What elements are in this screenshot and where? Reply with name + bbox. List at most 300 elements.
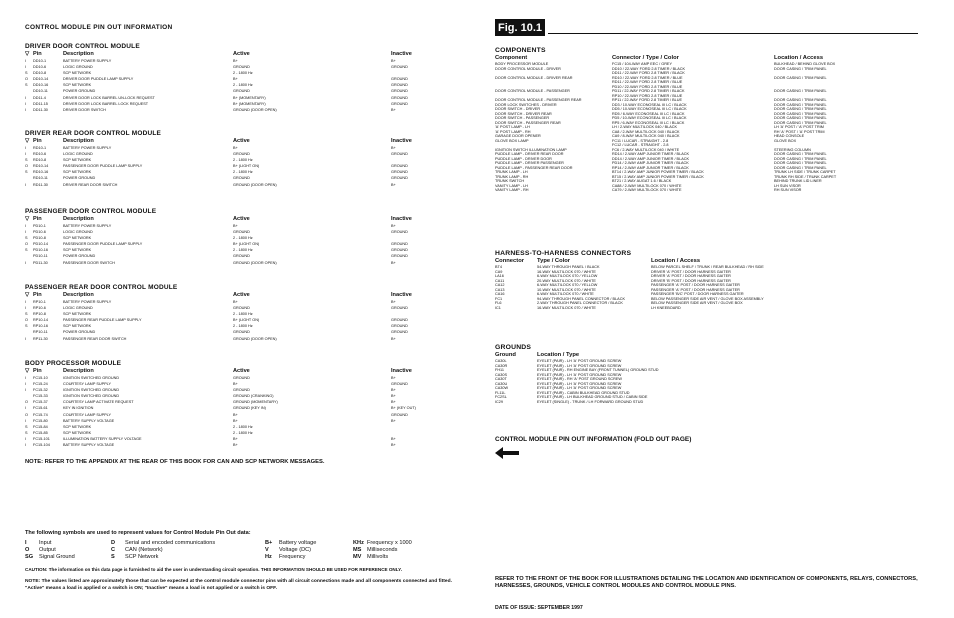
pin-id: FC15-74: [33, 412, 48, 417]
inactive-value: GROUND: [391, 248, 408, 253]
pin-id: RP10-8: [33, 312, 46, 317]
io-symbol: I: [25, 65, 27, 70]
components-header-row: [495, 54, 925, 62]
connector-type: RD14 / 2-WAY AMP JUNIOR TIMER / BLACK: [612, 152, 690, 156]
page-header: CONTROL MODULE PIN OUT INFORMATION: [25, 24, 173, 31]
pin-description: BATTERY POWER SUPPLY: [63, 146, 112, 150]
active-value: 2 - 1800 Hz: [233, 424, 253, 429]
connector-type: CA9 / 8-WAY MULTILOCK 040 / BLACK: [612, 134, 680, 138]
inactive-value: B+: [391, 224, 396, 228]
legend-meaning: Frequency x 1000: [367, 540, 412, 546]
pin-header: Pin: [33, 292, 42, 298]
legend-entry: [265, 547, 353, 554]
pin-id: DD11-4: [33, 95, 46, 100]
pin-description: SCP NETWORK: [63, 312, 92, 317]
legend-meaning: CAN (Network): [125, 547, 163, 553]
io-symbol: I: [25, 146, 27, 150]
pin-description: SCP NETWORK: [63, 170, 92, 175]
table-row: [25, 182, 465, 188]
inactive-value: GROUND: [391, 318, 408, 323]
inactive-value: GROUND: [391, 230, 408, 235]
legend-symbol: SG: [25, 554, 34, 560]
component-name: PUDDLE LAMP - PASSENGER REAR DOOR: [495, 165, 573, 170]
component-name: DOOR SWITCH - DRIVER REAR: [495, 111, 552, 116]
ground-id: FC2SL: [495, 395, 507, 399]
inactive-value: B+: [391, 59, 396, 63]
connector-type: 6-WAY MULTILOCK 070 / YELLOW: [537, 283, 598, 287]
legend-symbol: D: [111, 540, 116, 546]
legend-entry: [353, 547, 465, 554]
ground-location: EYELET (PAIR) - LH BULKHEAD GROUND STUD / CABIN SIDE: [537, 395, 648, 399]
pin-id: RP10-1: [33, 300, 46, 304]
active-value: B+: [233, 300, 238, 304]
io-symbol: I: [25, 388, 27, 393]
components-col-connector: Connector / Type / Color: [612, 55, 679, 61]
inactive-value: GROUND: [391, 412, 408, 417]
left-arrow-icon[interactable]: [495, 446, 519, 464]
pin-id: RD10-14: [33, 164, 49, 169]
component-name: VANITY LAMP - LH: [495, 183, 528, 188]
description-header: Description: [63, 138, 94, 144]
io-symbol: S: [25, 158, 28, 163]
active-value: GROUND: [233, 65, 250, 70]
connector-type: CA8 / 2-WAY MULTILOCK 040 / BLACK: [612, 129, 680, 134]
io-symbol: I: [25, 230, 27, 235]
active-value: GROUND: [233, 230, 250, 235]
connector-type: 16-WAY MULTILOCK 070 / WHITE: [537, 305, 596, 310]
component-location: GLOVE BOX: [774, 138, 797, 143]
components-table-body: [495, 62, 925, 193]
pin-id: RD10-16: [33, 170, 49, 175]
grounds-header-row: [495, 351, 925, 359]
module-section: [25, 130, 465, 188]
legend-entry: [25, 554, 111, 561]
io-symbol: I: [25, 436, 27, 441]
component-name: BODY PROCESSOR MODULE: [495, 62, 549, 66]
pin-id: DD11-15: [33, 101, 48, 106]
inactive-header: Inactive: [391, 138, 412, 144]
module-section: [25, 360, 465, 448]
grounds-col-location: Location / Type: [537, 352, 580, 358]
pin-description: LOGIC GROUND: [63, 230, 93, 235]
active-value: 2 - 1800 Hz: [233, 312, 253, 317]
active-value: GROUND (DOOR OPEN): [233, 260, 277, 265]
description-header: Description: [63, 51, 94, 57]
fold-out-title: CONTROL MODULE PIN OUT INFORMATION (FOLD OUT PAGE): [495, 436, 692, 443]
active-value: GROUND: [233, 376, 250, 380]
ground-location: EYELET (PAIR) - LH 'A' POST GROUND SCREW: [537, 359, 622, 363]
io-symbol: S: [25, 236, 28, 241]
pin-description: KEY IN IGNITION: [63, 406, 94, 411]
pin-id: RP10-14: [33, 318, 48, 323]
active-value: GROUND (CRANKING): [233, 394, 274, 399]
inactive-value: GROUND: [391, 382, 408, 387]
pin-id: RD10-1: [33, 146, 47, 150]
pin-id: DD10-8: [33, 71, 47, 76]
legend-entry: [111, 540, 265, 547]
active-value: B+: [233, 436, 238, 441]
legend-entry: [353, 540, 465, 547]
active-value: GROUND: [233, 306, 250, 311]
io-symbol: S: [25, 71, 28, 76]
connector-type: 6-WAY MULTILOCK 070 / YELLOW: [537, 274, 598, 278]
pin-id: FC15-61: [33, 406, 48, 411]
legend-meaning: Millivolts: [367, 554, 389, 560]
pin-description: LOGIC GROUND: [63, 306, 93, 311]
connector-location: BELOW PARCEL SHELF / TRUNK / REAR BULKHEAD / RH SIDE: [651, 265, 764, 269]
pin-symbol-header: ▽: [25, 292, 30, 298]
connector-type: CA79 / 2-WAY MULTILOCK 070 / WHITE: [612, 188, 682, 192]
pin-header: Pin: [33, 216, 42, 222]
component-location: TRUNK LH SIDE / TRUNK CARPET: [774, 170, 836, 174]
pin-description: LOGIC GROUND: [63, 65, 93, 70]
component-location: DOOR CASING / TRIM PANEL: [774, 107, 827, 111]
active-value: B+ (MOMENTARY): [233, 95, 266, 100]
legend-symbol: B+: [265, 540, 273, 546]
ground-id: FH11: [495, 368, 505, 372]
active-value: GROUND: [233, 254, 250, 259]
active-value: B+: [233, 382, 238, 387]
active-value: 2 - 1800 Hz: [233, 170, 253, 175]
inactive-value: GROUND: [391, 101, 408, 106]
pin-description: IGNITION SWITCHED GROUND: [63, 388, 120, 393]
inactive-value: GROUND: [391, 242, 408, 247]
connector-type: RD10 / 22-WAY FORD 2.8 TIMER / BLUE: [612, 75, 683, 80]
inactive-value: B+: [391, 400, 396, 405]
legend-intro: The following symbols are used to represent values for Control Module Pin Out data:: [25, 530, 251, 536]
inactive-value: B+: [391, 336, 396, 341]
harness-section: [495, 250, 925, 310]
component-name: PUDDLE LAMP - DRIVER REAR DOOR: [495, 152, 564, 156]
pin-id: PD10-1: [33, 224, 46, 228]
connector-type: DD11 / 22-WAY FORD 2.8 TIMER / BLACK: [612, 71, 685, 75]
pin-id: FC15-33: [33, 394, 48, 399]
inactive-value: GROUND: [391, 83, 408, 88]
connector-location: BELOW PASSENGER SIDE AIR VENT / GLOVE BOX ASSEMBLY: [651, 296, 764, 301]
inactive-value: B+: [391, 394, 396, 399]
io-symbol: I: [25, 260, 27, 265]
io-symbol: O: [25, 400, 28, 405]
components-title: COMPONENTS: [495, 47, 546, 54]
connector-id: BT4: [495, 265, 502, 269]
pin-description: ILLUMINATION BATTERY SUPPLY VOLTAGE: [63, 436, 142, 441]
legend-row: [25, 540, 465, 547]
inactive-value: GROUND: [391, 77, 408, 82]
connector-type: 6-WAY MULTILOCK 070 / WHITE: [537, 292, 594, 296]
pin-description: PASSENGER DOOR PUDDLE LAMP SUPPLY: [63, 242, 143, 247]
io-symbol: O: [25, 77, 28, 82]
module-title: DRIVER DOOR CONTROL MODULE: [25, 43, 140, 50]
inactive-header: Inactive: [391, 216, 412, 222]
pin-id: FC15-101: [33, 436, 50, 441]
connector-id: FC1: [495, 296, 503, 301]
component-location: BULKHEAD / BEHIND GLOVE BOX: [774, 62, 836, 66]
active-value: 2 - 1800 Hz: [233, 158, 253, 163]
connector-location: DRIVER 'A' POST / DOOR HARNESS GAITER: [651, 274, 731, 278]
active-value: GROUND (KEY IN): [233, 406, 266, 411]
connector-id: CA9: [495, 269, 503, 274]
active-value: 2 - 1800 Hz: [233, 71, 253, 76]
component-name: VANITY LAMP - RH: [495, 188, 529, 192]
connector-type: 20-WAY MULTILOCK 070 / WHITE: [537, 278, 596, 283]
component-location: LH 'A' POST / 'A' POST TRIM: [774, 125, 824, 129]
inactive-value: B+: [391, 107, 396, 112]
pin-header: Pin: [33, 368, 42, 374]
inactive-header: Inactive: [391, 51, 412, 57]
pin-description: BATTERY SUPPLY VOLTAGE: [63, 443, 115, 448]
ground-id: IC29: [495, 399, 504, 404]
component-location: DOOR CASING / TRIM PANEL: [774, 156, 827, 161]
pin-id: RD10-8: [33, 158, 47, 163]
harness-header-row: [495, 257, 925, 265]
active-value: GROUND (DOOR OPEN): [233, 336, 277, 341]
pin-description: DRIVER DOOR LOCK BARREL UN-LOCK REQUEST: [63, 95, 155, 100]
active-header: Active: [233, 51, 250, 57]
pin-id: FC15-104: [33, 443, 50, 448]
connector-type: PD5 / 10-WAY ECONOSEAL III LC / BLACK: [612, 116, 687, 120]
component-name: 'A' POST LAMP - RH: [495, 129, 531, 134]
reference-note: REFER TO THE FRONT OF THE BOOK FOR ILLUSTRATIONS DETAILING THE LOCATION AND IDENTIFICATION OF COMPONENTS, RELAYS, CONNECTORS, HARNESSES, GROUNDS, VEHICLE CONTROL MODULES AND CONTROL MODULE PINS.: [495, 576, 918, 589]
ground-location: EYELET (PAIR) - RH 'A' POST GROUND SCREW: [537, 377, 622, 381]
module-section: [25, 208, 465, 266]
active-header: Active: [233, 216, 250, 222]
component-location: DOOR CASING / TRIM PANEL: [774, 111, 827, 116]
legend-entry: [25, 547, 111, 554]
connector-type: BT14 / 2-WAY AMP JUNIOR POWER TIMER / BLACK: [612, 170, 704, 174]
active-value: B+ (LIGHT ON): [233, 164, 260, 169]
component-location: BEHIND TRUNK LID LINER: [774, 179, 822, 183]
pin-symbol-header: ▽: [25, 138, 30, 144]
inactive-value: GROUND: [391, 170, 408, 175]
issue-date: DATE OF ISSUE: SEPTEMBER 1997: [495, 605, 583, 611]
table-row: [495, 306, 925, 311]
ground-location: EYELET (SINGLE) - TRUNK / LH FORWARD GROUND STUD: [537, 399, 644, 404]
component-name: DOOR SWITCH - PASSENGER: [495, 116, 550, 120]
caution-text: CAUTION: The information on this data page is furnished to aid the user in understanding circuit operation. THIS INFORMATION SHOULD BE USED FOR REFERENCE ONLY.: [25, 567, 402, 572]
ground-id: CA30R: [495, 363, 508, 368]
pin-id: PD10-14: [33, 242, 48, 247]
ground-id: CA30S: [495, 372, 508, 377]
inactive-value: GROUND: [391, 330, 408, 335]
pin-id: FC15-10: [33, 376, 48, 380]
component-location: DOOR CASING / TRIM PANEL: [774, 161, 827, 165]
active-value: GROUND: [233, 330, 250, 335]
components-col-component: Component: [495, 55, 528, 61]
io-symbol: S: [25, 312, 28, 317]
description-header: Description: [63, 292, 94, 298]
component-name: DOOR CONTROL MODULE - DRIVER REAR: [495, 75, 573, 80]
active-header: Active: [233, 292, 250, 298]
pin-id: PD10-8: [33, 236, 46, 241]
connector-id: CA12: [495, 283, 505, 287]
io-symbol: S: [25, 170, 28, 175]
component-name: DOOR CONTROL MODULE - PASSENGER REAR: [495, 98, 582, 102]
grounds-section: [495, 344, 925, 404]
legend-meaning: Milliseconds: [367, 547, 398, 553]
connector-type: RD11 / 22-WAY FORD 2.8 TIMER / BLUE: [612, 80, 683, 84]
ground-id: CA30W: [495, 386, 509, 390]
legend-entry: [25, 540, 111, 547]
harness-col-location: Location / Access: [651, 258, 701, 264]
table-row: [25, 336, 465, 342]
pin-description: SCP NETWORK: [63, 83, 92, 88]
pin-description: PASSENGER DOOR PUDDLE LAMP SUPPLY: [63, 164, 143, 169]
pin-description: PASSENGER DOOR SWITCH: [63, 260, 115, 265]
module-header-row: [25, 215, 465, 223]
pin-description: BATTERY POWER SUPPLY: [63, 224, 112, 228]
pin-id: RD10-11: [33, 176, 48, 181]
connector-id: CA16: [495, 292, 505, 296]
inactive-value: GROUND: [391, 324, 408, 329]
pin-description: SCP NETWORK: [63, 430, 92, 435]
connector-type: BT21 / 2-WAY AUGAT 1.6 / BLACK: [612, 179, 672, 183]
module-section: [25, 43, 465, 113]
pin-description: IGNITION SWITCHED GROUND: [63, 376, 120, 380]
io-symbol: S: [25, 430, 28, 435]
component-location: TRUNK RH SIDE / TRUNK CARPET: [774, 174, 837, 179]
module-title: PASSENGER REAR DOOR CONTROL MODULE: [25, 284, 178, 291]
harness-col-type: Type / Color: [537, 258, 571, 264]
connector-type: 94-WAY THROUGH PANEL CONNECTOR / BLACK: [537, 296, 625, 301]
active-value: B+: [233, 59, 238, 63]
active-value: GROUND: [233, 152, 250, 157]
connector-type: DD14 / 2-WAY AMP JUNIOR TIMER / BLACK: [612, 156, 690, 161]
components-section: [495, 47, 925, 193]
pin-id: DD10-16: [33, 83, 49, 88]
pin-id: RP10-6: [33, 306, 46, 311]
inactive-value: B+: [391, 436, 396, 441]
legend-symbol: Hz: [265, 554, 272, 560]
pin-id: FC15-84: [33, 424, 48, 429]
inactive-value: GROUND: [391, 95, 408, 100]
pin-description: COURTESY LAMP SUPPLY: [63, 412, 112, 417]
pin-description: POWER GROUND: [63, 176, 96, 181]
legend-meaning: Voltage (DC): [279, 547, 312, 553]
io-symbol: I: [25, 107, 27, 112]
pin-description: POWER GROUND: [63, 89, 96, 94]
header-rule: [548, 33, 918, 34]
legend-entry: [265, 540, 353, 547]
pin-description: SCP NETWORK: [63, 324, 92, 329]
component-location: DOOR CASING / TRIM PANEL: [774, 102, 827, 107]
component-location: DOOR CASING / TRIM PANEL: [774, 66, 827, 71]
legend-meaning: Input: [39, 540, 52, 546]
io-symbol: S: [25, 83, 28, 88]
component-location: HEAD CONSOLE: [774, 134, 805, 138]
connector-type: FC12 / LUCAR - STRAIGHT - 2.8: [612, 143, 669, 147]
legend-meaning: Battery voltage: [279, 540, 317, 546]
active-value: GROUND: [233, 176, 250, 181]
active-value: B+: [233, 146, 238, 150]
connector-type: FC11 / LUCAR - STRAIGHT - 2.8: [612, 138, 669, 143]
active-value: GROUND: [233, 89, 250, 94]
pin-description: BATTERY POWER SUPPLY: [63, 59, 112, 63]
connector-type: 16-WAY MULTILOCK 070 / WHITE: [537, 269, 596, 274]
connector-type: LH / 2-WAY MULTILOCK 040 / BLACK: [612, 125, 678, 129]
active-value: GROUND: [233, 388, 250, 393]
io-symbol: O: [25, 318, 28, 323]
pin-description: SCP NETWORK: [63, 71, 92, 76]
connector-type: FC6 / 2-WAY MULTILOCK 040 / WHITE: [612, 147, 680, 152]
pin-symbol-header: ▽: [25, 368, 30, 374]
inactive-value: GROUND: [391, 176, 408, 181]
pin-symbol-header: ▽: [25, 51, 30, 57]
active-value: 2 - 1800 Hz: [233, 324, 253, 329]
ground-id: FL11L: [495, 390, 506, 395]
io-symbol: I: [25, 336, 27, 341]
module-title: PASSENGER DOOR CONTROL MODULE: [25, 208, 157, 215]
connector-type: BT15 / 2-WAY AMP JUNIOR POWER TIMER / BLACK: [612, 174, 704, 179]
pin-description: BATTERY POWER SUPPLY: [63, 300, 112, 304]
active-value: B+: [233, 77, 238, 82]
pin-id: RD11-30: [33, 182, 48, 187]
pin-id: RP10-16: [33, 324, 48, 329]
legend-symbol: S: [111, 554, 115, 560]
module-header-row: [25, 291, 465, 299]
pin-id: DD10-14: [33, 77, 49, 82]
pin-description: SCP NETWORK: [63, 236, 92, 241]
legend-entry: [111, 547, 265, 554]
component-name: DOOR SWITCH - PASSENGER REAR: [495, 120, 561, 125]
legend-symbol: C: [111, 547, 116, 553]
connector-location: BELOW PASSENGER SIDE AIR VENT / GLOVE BOX: [651, 301, 743, 305]
inactive-header: Inactive: [391, 292, 412, 298]
pin-id: FC15-24: [33, 382, 48, 387]
io-symbol: I: [25, 376, 27, 380]
active-value: GROUND (DOOR OPEN): [233, 182, 277, 187]
component-location: RH SUN VISOR: [774, 188, 802, 192]
module-header-row: [25, 367, 465, 375]
io-symbol: I: [25, 59, 27, 63]
legend-entry: [353, 554, 465, 561]
legend-meaning: Signal Ground: [39, 554, 75, 560]
pin-header: Pin: [33, 138, 42, 144]
pin-description: BATTERY SUPPLY VOLTAGE: [63, 418, 115, 423]
connector-type: DD3 / 10-WAY ECONOSEAL III LC / BLACK: [612, 102, 687, 107]
network-note: NOTE: REFER TO THE APPENDIX AT THE REAR OF THIS BOOK FOR CAN AND SCP NETWORK MESSAGES.: [25, 459, 325, 465]
description-header: Description: [63, 368, 94, 374]
inactive-value: GROUND: [391, 89, 408, 94]
connector-type: 10-WAY MULTILOCK 070 / WHITE: [537, 287, 596, 292]
active-value: B+ (LIGHT ON): [233, 318, 260, 323]
component-name: TRUNK SWITCH: [495, 179, 525, 183]
pin-description: DRIVER DOOR SWITCH: [63, 107, 106, 112]
inactive-value: B+: [391, 300, 396, 304]
legend-symbol: I: [25, 540, 27, 546]
io-symbol: I: [25, 406, 27, 411]
legend-symbol: MV: [353, 554, 362, 560]
module-header-row: [25, 50, 465, 58]
io-symbol: I: [25, 382, 27, 387]
inactive-value: GROUND: [391, 65, 408, 70]
description-header: Description: [63, 216, 94, 222]
component-name: PUDDLE LAMP - DRIVER PASSENGER: [495, 161, 564, 165]
inactive-value: GROUND: [391, 152, 408, 157]
active-value: B+ (LIGHT ON): [233, 242, 260, 247]
component-name: GLOVE BOX LAMP: [495, 138, 529, 143]
values-note: NOTE: The values listed are approximately those that can be expected at the control module connector pins with all circuit connections made and all components connected and fitted. "Active" means a load is applied or a switch is ON; "Inactive" means a load is not applied or a switch is OFF.: [25, 579, 452, 591]
inactive-value: B+: [391, 418, 396, 423]
pin-id: FC15-85: [33, 430, 48, 435]
grounds-col-ground: Ground: [495, 352, 516, 358]
pin-description: COURTESY LAMP SUPPLY: [63, 382, 112, 387]
io-symbol: O: [25, 242, 28, 247]
table-row: [25, 107, 465, 113]
active-value: B+: [233, 224, 238, 228]
io-symbol: O: [25, 412, 28, 417]
harness-col-connector: Connector: [495, 258, 524, 264]
component-name: DOOR CONTROL MODULE - PASSENGER: [495, 89, 570, 93]
